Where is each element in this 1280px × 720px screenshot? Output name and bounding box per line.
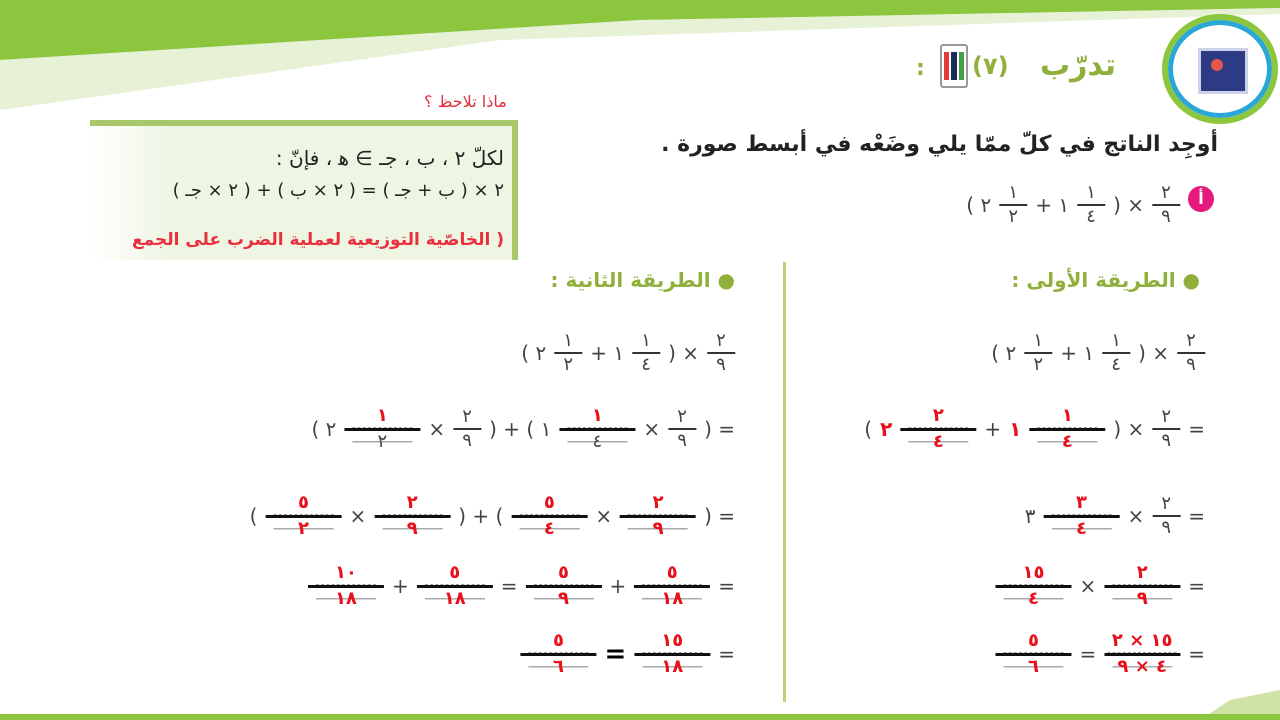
- denominator: ٢: [563, 354, 574, 375]
- math-symbol: =: [1188, 504, 1205, 528]
- fraction: [1104, 562, 1180, 610]
- math-symbol: ) + (: [458, 504, 504, 528]
- numerator: ٢: [1161, 406, 1172, 427]
- page-title: تدرّب: [1040, 48, 1117, 83]
- denominator: ٩: [628, 518, 688, 540]
- denominator: ٩: [1161, 430, 1172, 451]
- numerator: ٥: [519, 492, 579, 515]
- denominator: ٢: [1033, 354, 1044, 375]
- math-symbol: ×: [643, 417, 661, 441]
- solution-step: [520, 630, 735, 678]
- fraction: [632, 330, 660, 376]
- solution-step: [1025, 492, 1205, 540]
- solution-step: [991, 330, 1205, 376]
- math-symbol: + ١: [590, 341, 625, 365]
- math-symbol: ) ×: [1113, 417, 1145, 441]
- denominator: ٤: [1037, 431, 1097, 453]
- denominator: ٢: [1008, 206, 1019, 227]
- numerator: ٢: [1161, 493, 1172, 514]
- denominator: ٤: [567, 431, 627, 453]
- fraction: [554, 330, 582, 376]
- numerator: ٥: [425, 562, 485, 585]
- math-symbol: ) ×: [1113, 193, 1144, 217]
- rule-line-1: لكلّ ٢ ، ب ، جـ ∋ ﻫ ، فإنّ :: [275, 146, 504, 170]
- notice-label: ماذا تلاحظ ؟: [424, 92, 507, 111]
- numerator: ٢: [462, 406, 472, 427]
- numerator: ١٠: [316, 562, 376, 585]
- rule-name: ( الخاصّية التوزيعية لعملية الضرب على الجمع: [131, 230, 504, 250]
- fraction: [707, 330, 735, 376]
- math-symbol: =: [718, 574, 735, 598]
- method-second-label: الطريقة الثانية :: [550, 268, 711, 292]
- math-symbol: ( ٢: [311, 417, 337, 441]
- numerator: ٢: [677, 406, 687, 427]
- fraction: [374, 492, 450, 540]
- fraction: [308, 562, 384, 610]
- fraction: [344, 405, 420, 453]
- numerator: ١: [1037, 405, 1097, 428]
- numerator: ٢: [716, 330, 726, 351]
- group-work-icon: [940, 44, 968, 88]
- denominator: ١٨: [642, 656, 702, 678]
- fraction: [559, 405, 635, 453]
- denominator: ١٨: [316, 588, 376, 610]
- math-symbol: =: [1188, 574, 1205, 598]
- fraction: [900, 405, 976, 453]
- fraction: [1043, 492, 1119, 540]
- denominator: ١٨: [642, 588, 702, 610]
- exercise-number: (٧): [972, 52, 1009, 80]
- math-symbol: ×: [1127, 504, 1145, 528]
- rule-line-2: ٢ × ( ب + جـ ) = ( ٢ × ب ) + ( ٢ × جـ ): [172, 180, 504, 201]
- method-second-heading: ● الطريقة الثانية :: [550, 268, 735, 292]
- denominator: ٩: [462, 430, 472, 451]
- fraction: [453, 406, 481, 452]
- solution-step: [521, 330, 735, 376]
- numerator: ١: [1111, 330, 1121, 351]
- footer-band: [0, 680, 1280, 720]
- denominator: ١٨: [425, 588, 485, 610]
- fraction: [520, 630, 596, 678]
- denominator: ٩: [1161, 206, 1171, 227]
- denominator: ٩: [533, 588, 593, 610]
- denominator: ٤ × ٩: [1112, 656, 1172, 678]
- math-symbol: (: [864, 417, 873, 441]
- solution-step: [995, 562, 1205, 610]
- fraction: [1102, 330, 1130, 376]
- numerator: ٢: [382, 492, 442, 515]
- denominator: ٤: [1111, 354, 1121, 375]
- fraction: [668, 406, 696, 452]
- denominator: ٩: [677, 430, 687, 451]
- math-symbol: ×: [349, 504, 367, 528]
- solution-step: [864, 405, 1205, 453]
- numerator: ٥: [642, 562, 702, 585]
- math-symbol: ٣: [1024, 504, 1036, 528]
- denominator: ٤: [1003, 588, 1063, 610]
- math-symbol: ( ٢: [966, 193, 992, 217]
- denominator: ٤: [519, 518, 579, 540]
- math-symbol: ١: [1009, 417, 1022, 441]
- title-colon: :: [916, 56, 925, 81]
- denominator: ٩: [1161, 517, 1172, 538]
- solution-step: [308, 562, 735, 610]
- denominator: ٤: [1051, 518, 1111, 540]
- solution-step: [250, 492, 735, 540]
- math-symbol: ×: [1079, 574, 1097, 598]
- solution-step: [995, 630, 1205, 678]
- denominator: ٩: [382, 518, 442, 540]
- math-symbol: ) ×: [668, 341, 699, 365]
- numerator: ٥: [528, 630, 588, 653]
- math-symbol: + ١: [1035, 193, 1070, 217]
- denominator: ٤: [908, 431, 968, 453]
- math-symbol: =: [500, 574, 518, 598]
- numerator: ١: [1033, 330, 1044, 351]
- math-symbol: ( ٢: [991, 341, 1017, 365]
- fraction: [265, 492, 341, 540]
- numerator: ٥: [1003, 630, 1063, 653]
- math-symbol: =: [718, 642, 735, 666]
- problem-expression: [966, 182, 1180, 228]
- fraction: [1104, 630, 1180, 678]
- fraction: [620, 492, 696, 540]
- numerator: ٢: [1112, 562, 1172, 585]
- math-symbol: + ١: [1060, 341, 1095, 365]
- numerator: ١٥ × ٢: [1108, 630, 1177, 653]
- method-first-heading: ● الطريقة الأولى :: [1011, 268, 1200, 292]
- instruction: أوجِد الناتج في كلّ ممّا يلي وضَعْه في أبسط صورة .: [661, 132, 1218, 157]
- math-symbol: +: [609, 574, 627, 598]
- fraction: [1152, 182, 1180, 228]
- numerator: ١٥: [642, 630, 702, 653]
- math-symbol: ×: [595, 504, 613, 528]
- math-symbol: +: [391, 574, 409, 598]
- solution-step: [311, 405, 735, 453]
- fraction: [999, 182, 1027, 228]
- numerator: ١: [641, 330, 651, 351]
- math-symbol: =: [1188, 417, 1205, 441]
- math-symbol: ×: [428, 417, 446, 441]
- numerator: ١: [1008, 182, 1019, 203]
- fraction: [1152, 493, 1180, 539]
- denominator: ٢: [352, 431, 412, 453]
- fraction: [417, 562, 493, 610]
- math-symbol: ) =: [704, 417, 735, 441]
- item-badge: أ: [1188, 186, 1214, 212]
- numerator: ٥: [273, 492, 333, 515]
- denominator: ٤: [1086, 206, 1096, 227]
- denominator: ٦: [528, 656, 588, 678]
- rule-box: [90, 120, 518, 260]
- fraction: [634, 562, 710, 610]
- numerator: ٢: [1186, 330, 1196, 351]
- fraction: [525, 562, 601, 610]
- numerator: ٢: [628, 492, 688, 515]
- numerator: ١٥: [1003, 562, 1063, 585]
- math-symbol: ( ٢: [521, 341, 547, 365]
- denominator: ٤: [641, 354, 651, 375]
- math-symbol: =: [604, 639, 627, 669]
- fraction: [1152, 406, 1180, 452]
- numerator: ٣: [1051, 492, 1111, 515]
- math-symbol: ) ×: [1138, 341, 1169, 365]
- math-symbol: ) =: [704, 504, 735, 528]
- fraction: [1177, 330, 1205, 376]
- fraction: [634, 630, 710, 678]
- denominator: ٢: [273, 518, 333, 540]
- denominator: ٩: [1112, 588, 1172, 610]
- math-symbol: ) + ( ١: [489, 417, 552, 441]
- fraction: [1077, 182, 1105, 228]
- math-symbol: (: [249, 504, 258, 528]
- fraction: [1024, 330, 1052, 376]
- logo: [1162, 14, 1278, 124]
- math-symbol: +: [984, 417, 1002, 441]
- numerator: ٥: [533, 562, 593, 585]
- numerator: ١: [1086, 182, 1096, 203]
- fraction: [511, 492, 587, 540]
- method-first-label: الطريقة الأولى :: [1011, 268, 1176, 292]
- numerator: ١: [567, 405, 627, 428]
- numerator: ٢: [908, 405, 968, 428]
- denominator: ٦: [1003, 656, 1063, 678]
- numerator: ١: [352, 405, 412, 428]
- math-symbol: =: [1188, 642, 1205, 666]
- math-symbol: ٢: [880, 417, 893, 441]
- fraction: [995, 562, 1071, 610]
- numerator: ٢: [1161, 182, 1171, 203]
- column-divider: [783, 262, 786, 702]
- denominator: ٩: [716, 354, 726, 375]
- denominator: ٩: [1186, 354, 1196, 375]
- fraction: [995, 630, 1071, 678]
- fraction: [1029, 405, 1105, 453]
- math-symbol: =: [1079, 642, 1097, 666]
- numerator: ١: [563, 330, 574, 351]
